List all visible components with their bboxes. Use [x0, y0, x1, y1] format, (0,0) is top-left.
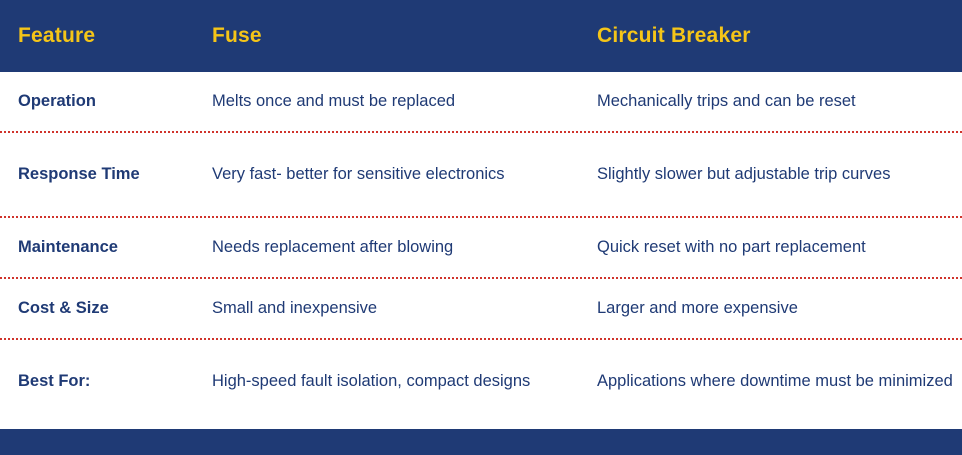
row-feature-label: Best For:: [18, 371, 91, 390]
row-fuse-value: Small and inexpensive: [212, 298, 378, 317]
table-row: [0, 72, 962, 131]
column-header-feature: Feature: [18, 24, 96, 47]
row-feature-label: Operation: [18, 91, 96, 110]
row-fuse-value: Melts once and must be replaced: [212, 91, 456, 110]
table-row: [0, 340, 962, 423]
row-fuse-value: Needs replacement after blowing: [212, 237, 454, 256]
table-row: [0, 133, 962, 216]
row-feature-label: Response Time: [18, 164, 140, 183]
row-breaker-value: Larger and more expensive: [597, 298, 798, 317]
row-fuse-value: High-speed fault isolation, compact designs: [212, 371, 531, 390]
table-header-row: [0, 0, 962, 72]
row-breaker-value: Slightly slower but adjustable trip curves: [597, 164, 891, 183]
row-breaker-value: Applications where downtime must be minimized: [597, 371, 953, 390]
table-body: [0, 72, 962, 423]
table-row: [0, 218, 962, 277]
column-header-circuit-breaker: Circuit Breaker: [597, 24, 751, 47]
row-feature-label: Maintenance: [18, 237, 118, 256]
table-row: [0, 279, 962, 338]
row-feature-label: Cost & Size: [18, 298, 109, 317]
row-breaker-value: Mechanically trips and can be reset: [597, 91, 856, 110]
row-breaker-value: Quick reset with no part replacement: [597, 237, 866, 256]
row-fuse-value: Very fast- better for sensitive electronics: [212, 164, 505, 183]
table-footer-bar: [0, 429, 962, 455]
column-header-fuse: Fuse: [212, 24, 262, 47]
